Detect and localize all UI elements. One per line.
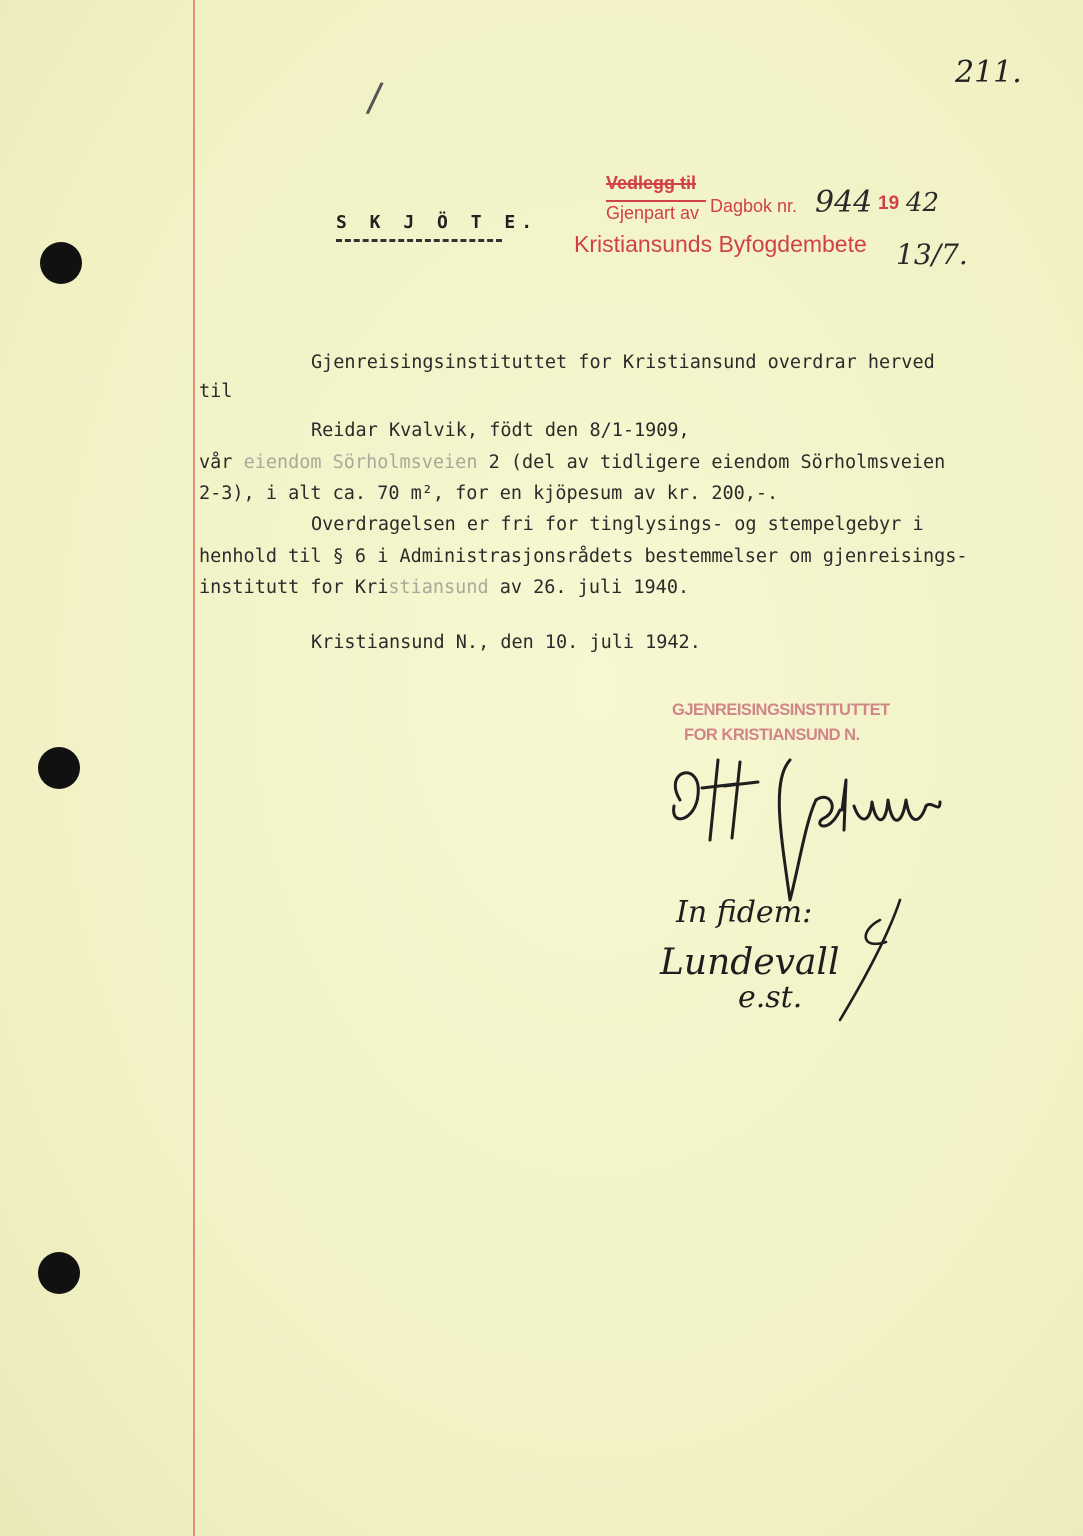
page-number: 211. bbox=[955, 55, 1022, 90]
stamp-dagbok-label: Dagbok nr. bbox=[710, 196, 798, 216]
stamp-dagbok-number: 944 bbox=[815, 185, 873, 220]
body-line-5: 2-3), i alt ca. 70 m², for en kjöpesum av kr. 200,-. bbox=[199, 483, 779, 504]
punch-hole-bottom bbox=[38, 1252, 80, 1294]
body-line-3: Reidar Kvalvik, födt den 8/1-1909, bbox=[311, 420, 690, 441]
stamp-date: 13/7. bbox=[896, 238, 968, 271]
body-line-7: henhold til § 6 i Administrasjonsrådets bestemmelser om gjenreisings- bbox=[199, 546, 968, 567]
margin-line bbox=[193, 0, 195, 1536]
stamp-copy-label: Gjenpart av bbox=[606, 203, 700, 223]
attestation-line-1: In fidem: bbox=[676, 895, 813, 930]
org-stamp-line-1: GJENREISINGSINSTITUTTET bbox=[672, 701, 890, 719]
place-date-line: Kristiansund N., den 10. juli 1942. bbox=[311, 632, 701, 653]
stamp-year-suffix: 42 bbox=[906, 188, 940, 218]
attestation-line-2: Lundevall bbox=[660, 942, 840, 983]
org-stamp-line-2: FOR KRISTIANSUND N. bbox=[684, 726, 860, 744]
body-line-8: institutt for Kristiansund av 26. juli 1940. bbox=[199, 577, 690, 598]
stamp-rule bbox=[606, 200, 706, 202]
body-line-2: til bbox=[199, 381, 233, 402]
stamp-office: Kristiansunds Byfogdembete bbox=[574, 231, 867, 257]
body-line-1: Gjenreisingsinstituttet for Kristiansund overdrar herved bbox=[311, 352, 935, 373]
punch-hole-top bbox=[40, 242, 82, 284]
stamp-year-prefix: 19 bbox=[878, 193, 900, 214]
document-title: S K J Ö T E. bbox=[336, 212, 539, 233]
title-underline bbox=[336, 239, 502, 242]
body-line-6: Overdragelsen er fri for tinglysings- og stempelgebyr i bbox=[311, 514, 924, 535]
punch-hole-middle bbox=[38, 747, 80, 789]
stamp-struck-label: Vedlegg til bbox=[606, 173, 697, 193]
check-mark: / bbox=[364, 74, 385, 122]
body-line-4: vår eiendom Sörholmsveien 2 (del av tidligere eiendom Sörholmsveien bbox=[199, 452, 946, 473]
attestation-line-3: e.st. bbox=[738, 980, 803, 1015]
